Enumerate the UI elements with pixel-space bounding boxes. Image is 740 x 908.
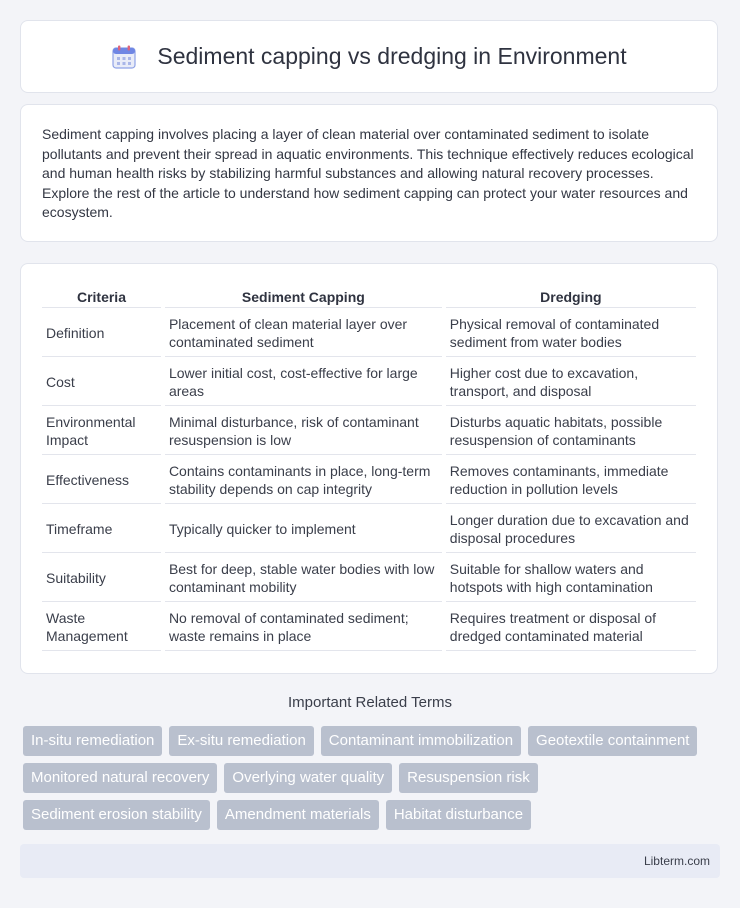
term-tag[interactable]: Ex-situ remediation (169, 726, 313, 756)
row-criteria: Environmental Impact (42, 406, 161, 455)
term-tag[interactable]: Amendment materials (217, 800, 379, 830)
table-row (42, 553, 696, 602)
row-criteria: Waste Management (42, 602, 161, 651)
term-tag[interactable]: In-situ remediation (23, 726, 162, 756)
table-row (42, 455, 696, 504)
row-dredging: Requires treatment or disposal of dredged contaminated material (446, 602, 696, 651)
intro-text: Sediment capping involves placing a layer of clean material over contaminated sediment to isolate pollutants and prevent their spread in aquatic environments. This technique effectively reduces ecological and human health risks by stabilizing harmful substances and allowing natural recovery processes. Explore the rest of the article to understand how sediment capping can protect your water resources and ecosystem. (42, 126, 694, 221)
page-header (20, 20, 718, 93)
row-dredging: Disturbs aquatic habitats, possible resuspension of contaminants (446, 406, 696, 455)
row-capping: No removal of contaminated sediment; waste remains in place (165, 602, 442, 651)
table-row (42, 504, 696, 553)
row-dredging: Suitable for shallow waters and hotspots with high contamination (446, 553, 696, 602)
page-title: Sediment capping vs dredging in Environment (157, 43, 627, 69)
term-tag[interactable]: Monitored natural recovery (23, 763, 217, 793)
term-tag[interactable]: Overlying water quality (224, 763, 392, 793)
comparison-table (38, 286, 700, 651)
footer-site-link[interactable]: Libterm.com (643, 854, 710, 868)
term-tag[interactable]: Contaminant immobilization (321, 726, 521, 756)
row-capping: Best for deep, stable water bodies with low contaminant mobility (165, 553, 442, 602)
header-dredging: Dredging (446, 286, 696, 308)
row-capping: Contains contaminants in place, long-term stability depends on cap integrity (165, 455, 442, 504)
row-dredging: Physical removal of contaminated sediment from water bodies (446, 308, 696, 357)
intro-card (20, 104, 718, 242)
table-row (42, 357, 696, 406)
row-dredging: Longer duration due to excavation and disposal procedures (446, 504, 696, 553)
related-terms-list (23, 726, 723, 837)
table-row (42, 602, 696, 651)
header-criteria: Criteria (42, 286, 161, 308)
term-tag[interactable]: Sediment erosion stability (23, 800, 210, 830)
row-capping: Minimal disturbance, risk of contaminant resuspension is low (165, 406, 442, 455)
row-criteria: Definition (42, 308, 161, 357)
header-sediment-capping: Sediment Capping (165, 286, 442, 308)
term-tag[interactable]: Resuspension risk (399, 763, 538, 793)
table-row (42, 406, 696, 455)
row-dredging: Higher cost due to excavation, transport, and disposal (446, 357, 696, 406)
term-tag[interactable]: Habitat disturbance (386, 800, 531, 830)
row-capping: Placement of clean material layer over contaminated sediment (165, 308, 442, 357)
row-capping: Typically quicker to implement (165, 504, 442, 553)
row-criteria: Effectiveness (42, 455, 161, 504)
related-terms-title: Important Related Terms (288, 694, 452, 711)
comparison-card (20, 263, 718, 674)
row-criteria: Suitability (42, 553, 161, 602)
row-capping: Lower initial cost, cost-effective for large areas (165, 357, 442, 406)
table-row (42, 308, 696, 357)
row-dredging: Removes contaminants, immediate reduction in pollution levels (446, 455, 696, 504)
row-criteria: Timeframe (42, 504, 161, 553)
calendar-icon (111, 44, 137, 70)
row-criteria: Cost (42, 357, 161, 406)
table-header-row (42, 286, 696, 308)
footer (20, 844, 720, 878)
term-tag[interactable]: Geotextile containment (528, 726, 697, 756)
